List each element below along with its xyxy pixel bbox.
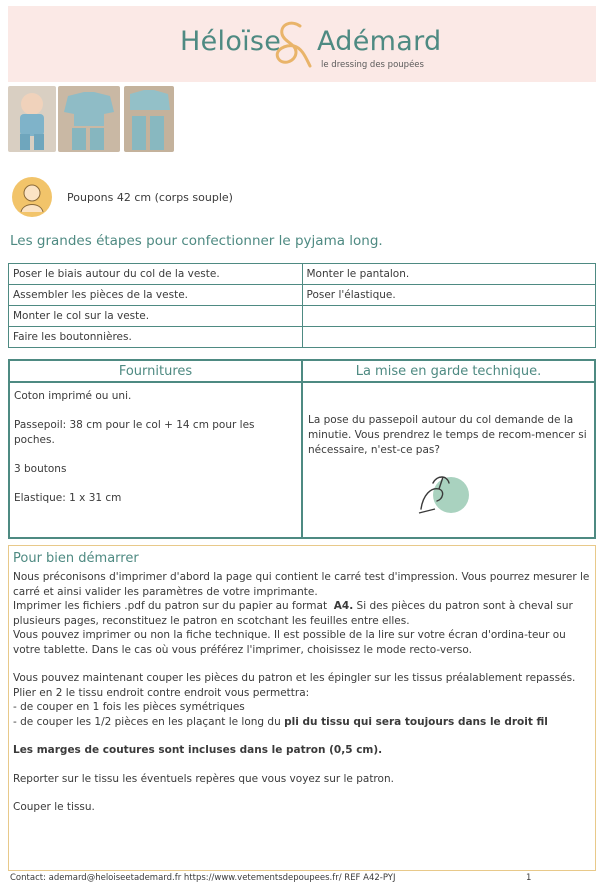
doll-size-label: Poupons 42 cm (corps souple) xyxy=(67,191,233,204)
paragraph: Couper le tissu. xyxy=(13,801,95,813)
paragraph: - de couper les 1/2 pièces en les plaçant le long du pli du tissu qui sera toujours dans le droit fil xyxy=(13,715,548,728)
supply-item: Elastique: 1 x 31 cm xyxy=(14,492,122,504)
hand-needle-icon xyxy=(413,469,473,519)
paragraph: Imprimer les fichiers .pdf du patron sur du papier au format A4. Si des pièces du patron sont à cheval sur plusieurs pages, reconstituez le patron en scotchant les feuilles entre elles. xyxy=(13,600,573,627)
supplies-box xyxy=(8,359,303,539)
step-cell: Assembler les pièces de la veste. xyxy=(9,285,303,306)
getting-started-section xyxy=(8,545,596,871)
tagline: le dressing des poupées xyxy=(321,60,424,70)
supply-item: Coton imprimé ou uni. xyxy=(14,390,132,402)
warning-text: La pose du passepoil autour du col demande de la minutie. Vous prendrez le temps de recom-mencer si nécessaire, n'est-ce pas? xyxy=(308,414,587,456)
supply-item: 3 boutons xyxy=(14,463,67,475)
format-a4: A4. xyxy=(333,600,354,612)
getting-started-title: Pour bien démarrer xyxy=(13,551,139,566)
steps-title: Les grandes étapes pour confectionner le pyjama long. xyxy=(10,233,383,249)
step-cell xyxy=(302,306,596,327)
step-cell: Monter le pantalon. xyxy=(302,264,596,285)
paragraph: Vous pouvez maintenant couper les pièces du patron et les épingler sur les tissus préalablement repassés. xyxy=(13,672,576,684)
table-row xyxy=(9,264,596,285)
table-row xyxy=(9,327,596,348)
paragraph: - de couper en 1 fois les pièces symétriques xyxy=(13,701,245,713)
warning-title: La mise en garde technique. xyxy=(303,361,594,383)
paragraph: Plier en 2 le tissu endroit contre endroit vous permettra: xyxy=(13,686,310,699)
fold-emphasis: pli du tissu qui sera toujours dans le droit fil xyxy=(284,715,548,728)
header-banner xyxy=(8,6,596,82)
warning-box xyxy=(301,359,596,539)
table-row xyxy=(9,306,596,327)
step-cell: Poser l'élastique. xyxy=(302,285,596,306)
pajama-top-photo xyxy=(58,86,120,152)
supply-item: Passepoil: 38 cm pour le col + 14 cm pour les poches. xyxy=(14,419,255,446)
supplies-title: Fournitures xyxy=(10,361,301,383)
doll-face-icon xyxy=(11,176,53,218)
ampersand-logo-icon xyxy=(270,18,316,74)
paragraph: Reporter sur le tissu les éventuels repères que vous voyez sur le patron. xyxy=(13,772,394,785)
page-number: 1 xyxy=(526,873,532,883)
doll-photo xyxy=(8,86,56,152)
table-row xyxy=(9,285,596,306)
brand-name-right: Adémard xyxy=(317,26,442,57)
step-cell xyxy=(302,327,596,348)
paragraph: Les marges de coutures sont incluses dans le patron (0,5 cm). xyxy=(13,744,383,756)
paragraph: Vous pouvez imprimer ou non la fiche technique. Il est possible de la lire sur votre écran d'ordina-teur ou votre tablette. Dans le cas où vous préférez l'imprimer, choisissez le mode recto-verso. xyxy=(13,629,566,656)
step-cell: Faire les boutonnières. xyxy=(9,327,303,348)
footer-contact: Contact: ademard@heloiseetademard.fr https://www.vetementsdepoupees.fr/ REF A42-PYJ xyxy=(10,873,396,883)
step-cell: Monter le col sur la veste. xyxy=(9,306,303,327)
steps-table xyxy=(8,263,596,348)
paragraph: Nous préconisons d'imprimer d'abord la page qui contient le carré test d'impression. Vous pourrez mesurer le carré et ainsi valider les paramètres de votre imprimante. xyxy=(13,571,590,598)
brand-name-left: Héloïse xyxy=(180,26,282,57)
pajama-pants-photo xyxy=(124,86,174,152)
step-cell: Poser le biais autour du col de la veste. xyxy=(9,264,303,285)
